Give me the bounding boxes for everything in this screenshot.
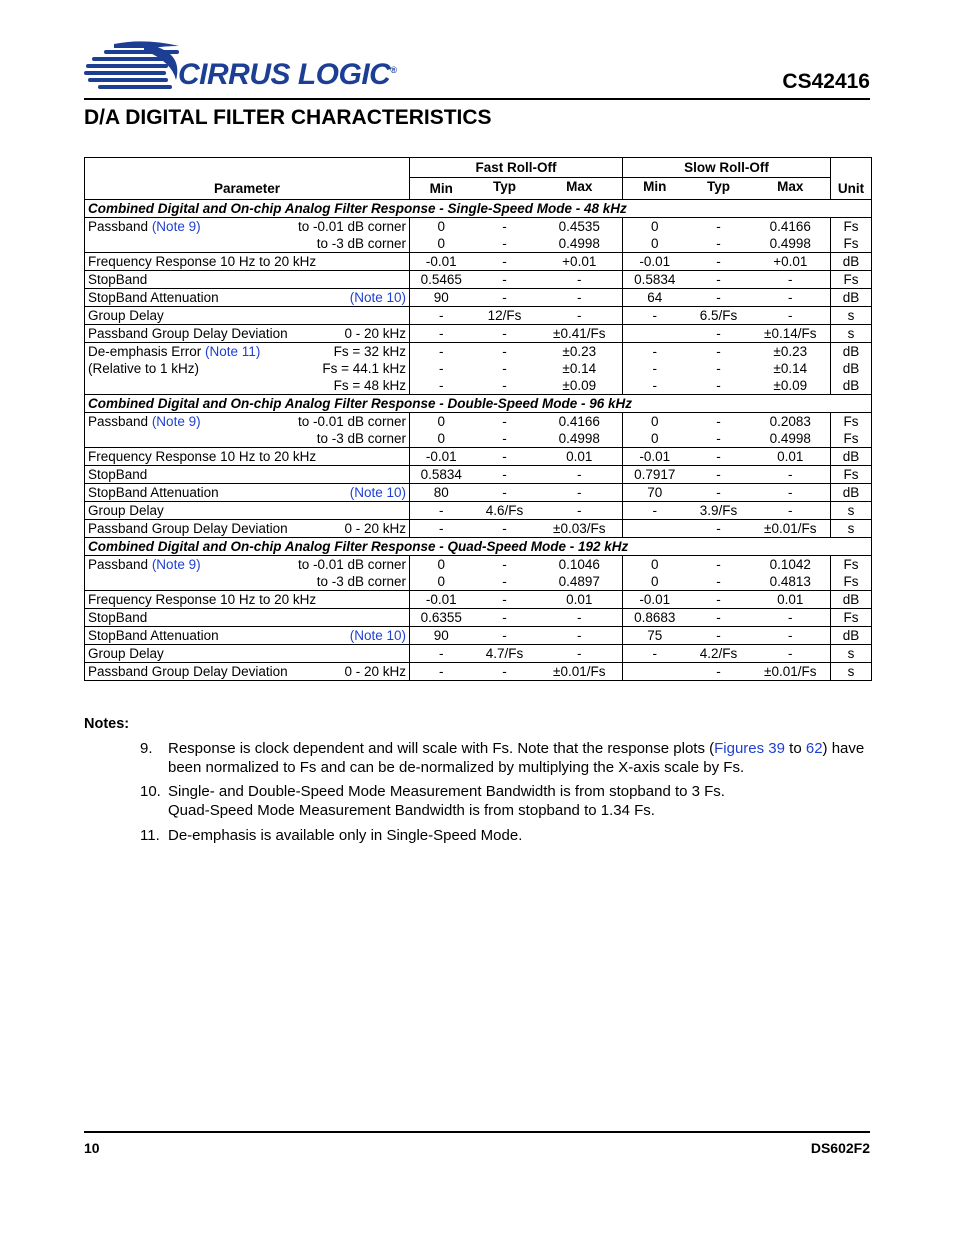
parameter-name: Passband [88,414,149,429]
cell-slow-typ: 4.2/Fs [687,645,751,663]
table-row [85,343,872,361]
cell-fast-min: 0 [410,556,473,574]
figures-39-link[interactable]: Figures 39 [714,740,785,757]
cell-slow-typ: - [687,448,751,466]
cell-slow-max: 0.01 [751,448,831,466]
cell-unit: dB [831,591,872,609]
parameter-cell [85,645,410,663]
cell-slow-min: 0.7917 [623,466,687,484]
cell-unit: Fs [831,430,872,448]
cell-slow-max: - [751,307,831,325]
cell-fast-max: - [537,289,623,307]
cell-slow-min: 0 [623,235,687,253]
table-row [85,377,872,395]
table-row [85,235,872,253]
cell-fast-max: ±0.03/Fs [537,520,623,538]
cell-fast-max: 0.4998 [558,431,600,446]
note-link[interactable]: (Note 11) [205,344,261,359]
cell-slow-max: 0.01 [751,591,831,609]
parameter-cell [85,502,410,520]
section-title: Combined Digital and On-chip Analog Filter Response - Single-Speed Mode - 48 kHz [85,200,872,218]
condition: to -3 dB corner [316,574,406,589]
cell-unit: s [831,663,872,681]
cell-unit: Fs [831,271,872,289]
table-row [85,484,872,502]
cell-slow-min: - [623,377,687,395]
cell-fast-min: -0.01 [410,253,473,271]
cell-fast-min: 0.5465 [410,271,473,289]
cell-fast-max: ±0.23 [537,343,623,361]
cell-fast-typ: - [473,325,537,343]
cell-fast-max: 0.4166 [537,413,623,431]
cell-fast-typ: - [473,591,537,609]
cell-slow-typ: 3.9/Fs [687,502,751,520]
cell-fast-typ: - [502,236,507,251]
cell-fast-typ: - [502,431,507,446]
condition: 0 - 20 kHz [344,326,406,341]
header-fast-min: Min [410,178,473,200]
cell-fast-typ: - [473,520,537,538]
cell-fast-max: 0.4998 [558,236,600,251]
cell-slow-min: 0 [623,573,687,591]
note-link[interactable]: (Note 10) [349,290,406,305]
cell-slow-typ: - [716,361,721,376]
table-row [85,413,872,431]
cell-fast-max: - [537,307,623,325]
cell-fast-min: 0 [410,413,473,431]
cell-unit: s [831,307,872,325]
header-slow-min: Min [623,178,687,200]
page-title: D/A DIGITAL FILTER CHARACTERISTICS [84,106,492,129]
cell-unit: Fs [831,413,872,431]
cell-slow-min: 0 [623,413,687,431]
cell-slow-min: - [623,307,687,325]
note-link[interactable]: (Note 9) [151,414,201,429]
cell-slow-min [623,325,687,343]
cell-slow-min: - [623,343,687,361]
parameter-cell [85,591,410,609]
parameter-name: Frequency Response 10 Hz to 20 kHz [88,592,317,607]
cell-fast-min: - [410,377,473,395]
parameter-cell [85,271,410,289]
condition: Fs = 48 kHz [333,378,406,393]
condition: to -0.01 dB corner [297,219,406,234]
parameter-name: Passband Group Delay Deviation [88,664,288,679]
parameter-name: StopBand [88,272,148,287]
cell-slow-min: 0.5834 [623,271,687,289]
figure-62-link[interactable]: 62 [805,740,823,757]
cell-slow-typ: - [716,574,721,589]
cell-slow-typ: - [687,663,751,681]
header-unit: Unit [831,158,872,200]
cell-slow-typ: - [687,591,751,609]
cell-fast-min: 0.5834 [410,466,473,484]
table-row [85,573,872,591]
parameter-name: (Relative to 1 kHz) [88,361,200,376]
parameter-cell [85,343,410,361]
note-10: 10. Single- and Double-Speed Mode Measurement Bandwidth is from stopband to 3 Fs. Quad-Speed Mode Measurement Bandwidth is from stopband to 1.34 Fs. [140,783,725,819]
filter-characteristics-table [84,157,872,681]
part-number: CS42416 [782,70,870,93]
cell-fast-typ: - [473,253,537,271]
cell-slow-min [623,520,687,538]
note-link[interactable]: (Note 10) [349,628,406,643]
cell-unit: dB [831,253,872,271]
cell-slow-min: -0.01 [623,448,687,466]
parameter-name: Group Delay [88,308,164,323]
cell-unit: s [831,325,872,343]
cell-slow-min: 0 [623,218,687,236]
table-row [85,218,872,236]
document-id: DS602F2 [810,1140,870,1156]
cell-unit: s [831,502,872,520]
cell-fast-min: 0 [410,235,473,253]
parameter-name: StopBand [88,610,148,625]
cell-unit: dB [831,289,872,307]
parameter-name: StopBand [88,467,148,482]
table-row [85,591,872,609]
table-row [85,627,872,645]
parameter-name: Group Delay [88,503,164,518]
table-row [85,360,872,377]
cell-unit: dB [831,343,872,361]
cell-slow-max: - [751,645,831,663]
cell-slow-min: 70 [623,484,687,502]
parameter-cell [85,556,410,574]
table-row [85,645,872,663]
cell-fast-typ: - [502,574,507,589]
cell-slow-typ: - [687,484,751,502]
cell-unit: dB [831,484,872,502]
cell-fast-max: - [537,484,623,502]
cell-slow-min: -0.01 [623,591,687,609]
cell-slow-typ: - [716,236,721,251]
cell-slow-typ: - [687,218,751,236]
cell-fast-typ: - [473,663,537,681]
cell-fast-typ: - [473,484,537,502]
cell-slow-max: 0.4813 [769,574,811,589]
cell-fast-min: - [410,520,473,538]
cell-fast-max: - [537,502,623,520]
table-row [85,289,872,307]
cell-slow-max: - [751,289,831,307]
cell-slow-min: 0.8683 [623,609,687,627]
parameter-cell [85,325,410,343]
cell-unit: dB [831,377,872,395]
cell-slow-max: - [751,502,831,520]
cell-fast-min: - [410,307,473,325]
parameter-name: StopBand Attenuation [88,485,219,500]
cell-slow-min: 0 [623,430,687,448]
cell-slow-max: ±0.09 [773,378,808,393]
header-slow-rolloff: Slow Roll-Off [623,158,831,178]
cell-slow-max: 0.2083 [751,413,831,431]
cell-fast-typ: - [473,627,537,645]
cell-fast-typ: - [473,289,537,307]
section-title: Combined Digital and On-chip Analog Filter Response - Double-Speed Mode - 96 kHz [85,395,872,413]
header-slow-typ: Typ [687,178,751,200]
cell-slow-typ: - [687,325,751,343]
parameter-cell [85,218,410,236]
cell-fast-typ: 4.6/Fs [473,502,537,520]
cell-fast-max: 0.4535 [537,218,623,236]
condition: to -0.01 dB corner [297,557,406,572]
cell-slow-max: +0.01 [751,253,831,271]
cell-slow-min: - [623,645,687,663]
cell-slow-max: - [751,466,831,484]
cell-fast-max: 0.01 [537,448,623,466]
table-row [85,448,872,466]
cell-fast-min: 0 [410,573,473,591]
cell-fast-min: 80 [410,484,473,502]
cell-slow-typ: - [687,413,751,431]
cell-unit: dB [831,627,872,645]
cell-fast-max: - [537,271,623,289]
parameter-cell [85,448,410,466]
parameter-name: Group Delay [88,646,164,661]
cell-slow-typ: 6.5/Fs [687,307,751,325]
cell-slow-typ: - [687,343,751,361]
table-row [85,307,872,325]
cell-fast-typ: - [502,361,507,376]
section-header-row [85,395,872,413]
cell-slow-typ: - [687,556,751,574]
cell-slow-max: 0.4166 [751,218,831,236]
cell-fast-max: - [537,466,623,484]
cell-slow-max: ±0.14 [773,361,808,376]
cell-fast-typ: - [502,378,507,393]
parameter-cell [85,609,410,627]
cell-fast-max: 0.1046 [537,556,623,574]
section-title: Combined Digital and On-chip Analog Filter Response - Quad-Speed Mode - 192 kHz [85,538,872,556]
parameter-name: Passband [88,557,149,572]
page-number: 10 [84,1140,100,1156]
cell-slow-max: ±0.01/Fs [751,520,831,538]
cell-slow-typ: - [687,253,751,271]
cell-fast-min: - [410,502,473,520]
cell-fast-max: ±0.41/Fs [537,325,623,343]
cell-fast-typ: - [473,556,537,574]
cell-slow-min: - [623,360,687,377]
cell-fast-min: 90 [410,627,473,645]
table-row [85,430,872,448]
parameter-name: Passband [88,219,149,234]
logo-wordmark: CIRRUS LOGIC® [178,58,397,91]
parameter-cell [85,627,410,645]
cell-slow-min: 0 [623,556,687,574]
parameter-cell [85,520,410,538]
table-row [85,502,872,520]
parameter-name: Frequency Response 10 Hz to 20 kHz [88,449,317,464]
condition: to -0.01 dB corner [297,414,406,429]
cell-fast-typ: - [473,609,537,627]
header-fast-max: Max [537,178,623,200]
cell-fast-typ: - [473,413,537,431]
condition: to -3 dB corner [316,431,406,446]
parameter-cell [85,466,410,484]
cell-unit: dB [831,448,872,466]
note-link[interactable]: (Note 9) [151,557,201,572]
note-9: 9. Response is clock dependent and will scale with Fs. Note that the response plots (Figures 39 to 62) have been normalized to Fs and can be de-normalized by multiplying the X-axis scale by Fs. [140,739,870,758]
parameter-cell [85,413,410,431]
cell-slow-min [623,663,687,681]
cell-slow-max: 0.4998 [769,431,811,446]
cell-slow-max: ±0.14/Fs [751,325,831,343]
table-row [85,556,872,574]
cell-slow-max: - [751,271,831,289]
cell-slow-typ: - [687,289,751,307]
parameter-name: Passband Group Delay Deviation [88,521,288,536]
cell-unit: dB [831,360,872,377]
note-11: 11. De-emphasis is available only in Single-Speed Mode. [140,827,523,844]
cell-slow-typ: - [687,627,751,645]
cell-slow-max: 0.1042 [751,556,831,574]
parameter-cell [85,430,410,448]
parameter-name: StopBand Attenuation [88,628,219,643]
notes-heading: Notes: [84,716,130,732]
cell-slow-min: 64 [623,289,687,307]
header-rule [84,98,870,100]
parameter-name: StopBand Attenuation [88,290,219,305]
cell-fast-min: -0.01 [410,591,473,609]
cell-fast-min: -0.01 [410,448,473,466]
condition: to -3 dB corner [316,236,406,251]
parameter-cell [85,235,410,253]
cell-fast-max: - [537,609,623,627]
cell-fast-max: ±0.14 [562,361,597,376]
cell-fast-min: - [410,663,473,681]
cell-slow-typ: - [687,466,751,484]
header-fast-typ: Typ [473,178,537,200]
section-header-row [85,538,872,556]
parameter-name: De-emphasis Error [88,344,202,359]
cell-fast-typ: - [473,466,537,484]
note-link[interactable]: (Note 10) [349,485,406,500]
cell-unit: Fs [831,573,872,591]
cell-slow-typ: - [716,378,721,393]
table-row [85,466,872,484]
cell-fast-min: 0.6355 [410,609,473,627]
cell-slow-max: 0.4998 [769,236,811,251]
header-fast-rolloff: Fast Roll-Off [410,158,623,178]
cell-unit: Fs [831,466,872,484]
table-row [85,520,872,538]
condition: 0 - 20 kHz [344,664,406,679]
note-9-text: Response is clock dependent and will scale with Fs. Note that the response plots (Figures 39 to 62) have been normalized to Fs and can be de-normalized by multiplying the X-axis scale by Fs. [168,740,865,776]
cell-fast-max: - [537,627,623,645]
cell-fast-typ: - [473,218,537,236]
table-row [85,271,872,289]
table-row [85,325,872,343]
cell-unit: s [831,520,872,538]
cell-fast-min: - [410,360,473,377]
cell-unit: s [831,645,872,663]
cell-slow-min: -0.01 [623,253,687,271]
parameter-cell [85,289,410,307]
cell-slow-typ: - [687,520,751,538]
cell-fast-max: ±0.01/Fs [537,663,623,681]
table-row [85,663,872,681]
cell-unit: Fs [831,235,872,253]
cell-fast-max: +0.01 [537,253,623,271]
table-row [85,609,872,627]
cell-fast-min: - [410,645,473,663]
condition: 0 - 20 kHz [344,521,406,536]
cell-fast-typ: - [473,343,537,361]
header-slow-max: Max [751,178,831,200]
condition: Fs = 44.1 kHz [322,361,406,376]
cell-fast-min: 0 [410,430,473,448]
cell-fast-max: - [537,645,623,663]
parameter-name: Passband Group Delay Deviation [88,326,288,341]
cell-unit: Fs [831,218,872,236]
section-header-row [85,200,872,218]
cell-slow-typ: - [716,431,721,446]
parameter-cell [85,484,410,502]
cell-slow-min: - [623,502,687,520]
cell-slow-max: ±0.23 [751,343,831,361]
cell-fast-min: 90 [410,289,473,307]
footer-rule [84,1131,870,1133]
cell-fast-max: ±0.09 [562,378,597,393]
cell-fast-min: - [410,343,473,361]
parameter-cell [85,307,410,325]
parameter-cell [85,253,410,271]
parameter-cell [85,377,410,395]
cell-unit: Fs [831,609,872,627]
cell-slow-max: - [751,609,831,627]
parameter-cell [85,663,410,681]
condition: Fs = 32 kHz [333,344,406,359]
parameter-name: Frequency Response 10 Hz to 20 kHz [88,254,317,269]
note-link[interactable]: (Note 9) [151,219,201,234]
cell-fast-typ: 4.7/Fs [473,645,537,663]
cell-slow-typ: - [687,609,751,627]
cell-unit: Fs [831,556,872,574]
cell-fast-typ: - [473,271,537,289]
header-parameter: Parameter [85,158,410,200]
cell-slow-max: - [751,484,831,502]
cell-slow-min: 75 [623,627,687,645]
cell-fast-min: 0 [410,218,473,236]
cell-slow-typ: - [687,271,751,289]
cell-fast-typ: 12/Fs [473,307,537,325]
table-row [85,253,872,271]
cell-fast-max: 0.4897 [558,574,600,589]
cell-fast-max: 0.01 [537,591,623,609]
cell-fast-min: - [410,325,473,343]
cell-slow-max: - [751,627,831,645]
parameter-cell [85,360,410,377]
cell-fast-typ: - [473,448,537,466]
parameter-cell [85,573,410,591]
cell-slow-max: ±0.01/Fs [751,663,831,681]
